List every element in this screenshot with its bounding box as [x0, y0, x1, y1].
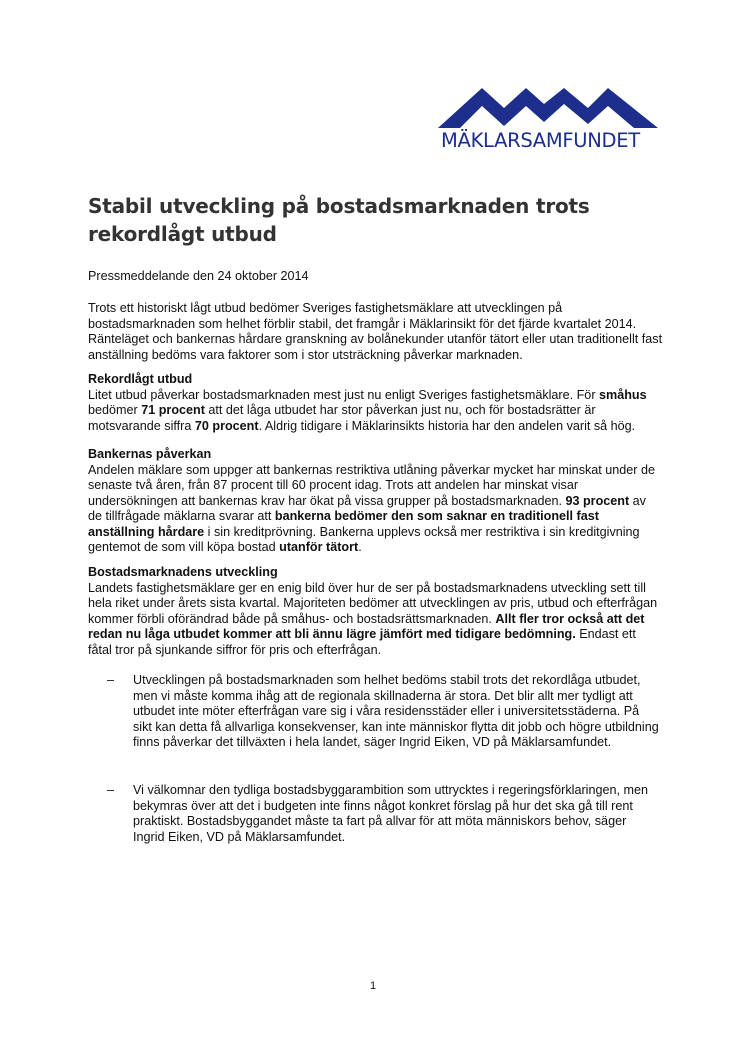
section-text: Litet utbud påverkar bostadsmarknaden mest just nu enligt Sveriges fastighetsmäklare. För [88, 387, 600, 402]
maklarsamfundet-logo [438, 84, 660, 154]
section-text: Landets fastighetsmäklare ger en enig bild över hur de ser på bostadsmarknadens utveckling sett till hela riket under årets sista kvartal. Majoriteten bedömer att utvecklingen av pris, utbud och efterfrågan kommer förbli oförändrad både på småhus- och bostadsrättsmarknaden. [88, 580, 658, 626]
emphasis-text: 71 procent [141, 403, 205, 417]
quote-paragraph: Utvecklingen på bostadsmarknaden som helhet bedöms stabil trots det rekordlåga utbudet, men vi måste komma ihåg att de regionala skillnaderna är stora. Det blir allt mer tydligt att utbudet inte möter efterfrågan vare sig i våra residensstäder eller i universitetsstäderna. På sikt kan detta få allvarliga konsekvenser, kan inte människor flytta dit jobb och högre utbildning finns påverkar det tillväxten i hela landet, säger Ingrid Eiken, VD på Mäklarsamfundet. [133, 673, 659, 749]
section-text: Andelen mäklare som uppger att bankernas restriktiva utlåning påverkar mycket har minskat under de senaste två åren, från 87 procent till 60 procent idag. Trots att andelen har minskat visar undersökningen att bankernas krav har ökat på vissa grupper på bostadsmarknaden. [88, 462, 656, 508]
section-text: Endast ett fåtal tror på sjunkande siffror för pris och efterfrågan. [88, 627, 636, 657]
quote-dash: – [107, 783, 115, 797]
quote-dash: – [107, 673, 115, 687]
section-heading: Bankernas påverkan [88, 447, 212, 461]
section-heading: Bostadsmarknadens utveckling [88, 565, 278, 579]
emphasis-text: 93 procent [565, 493, 630, 508]
section-rekordlagt-utbud [88, 372, 663, 434]
section-text: bedömer [88, 403, 142, 417]
quote-paragraph: Vi välkomnar den tydliga bostadsbyggarambition som uttrycktes i regeringsförklaringen, men bekymras över att det i budgeten inte finns något konkret förslag på hur det ska gå till rent praktiskt. Bostadsbyggandet måste ta fart på allvar för att möta människors behov, säger Ingrid Eiken, VD på Mäklarsamfundet. [133, 783, 648, 844]
section-heading: Rekordlågt utbud [88, 372, 193, 386]
emphasis-text: bankerna bedömer den som saknar en traditionell fast anställning hårdare [88, 509, 599, 539]
section-text: i sin kreditprövning. Bankerna upplevs också mer restriktiva i sin kreditgivning gentemot de som vill köpa bostad [88, 524, 640, 554]
logo-wordmark: MÄKLARSAMFUNDET [441, 129, 640, 152]
emphasis-text: utanför tätort [279, 540, 359, 554]
page-number: 1 [369, 980, 377, 992]
emphasis-text: Allt fler tror också att det redan nu låga utbudet kommer att bli ännu lägre jämfört med tidigare bedömning. [88, 611, 645, 641]
section-text: . Aldrig tidigare i Mäklarinsikts historia har den andelen varit så hög. [258, 418, 636, 433]
intro-paragraph: Trots ett historiskt lågt utbud bedömer Sveriges fastighetsmäklare att utvecklingen på bostadsmarknaden som helhet förblir stabil, det framgår i Mäklarinsikt för det fjärde kvartalet 2014. Ränteläget och bankernas hårdare granskning av bolånekunder utanför tätort eller utan traditionellt fast anställning bedöms vara faktorer som i stor utsträckning påverkar marknaden. [88, 301, 663, 362]
emphasis-text: 70 procent [194, 418, 259, 433]
section-bostadsmarknadens-utveckling [88, 565, 663, 658]
section-text: . [358, 540, 362, 554]
page-title: Stabil utveckling på bostadsmarknaden trots rekordlågt utbud [88, 194, 590, 246]
section-text: av de tillfrågade mäklarna svarar att [88, 493, 646, 523]
section-bankernas-paverkan [88, 447, 663, 556]
roof-icon [438, 84, 660, 128]
section-text: att det låga utbudet har stor påverkan just nu, och för bostadsrätter är motsvarande siffra [88, 403, 596, 433]
emphasis-text: småhus [599, 387, 647, 402]
dateline: Pressmeddelande den 24 oktober 2014 [88, 269, 309, 283]
